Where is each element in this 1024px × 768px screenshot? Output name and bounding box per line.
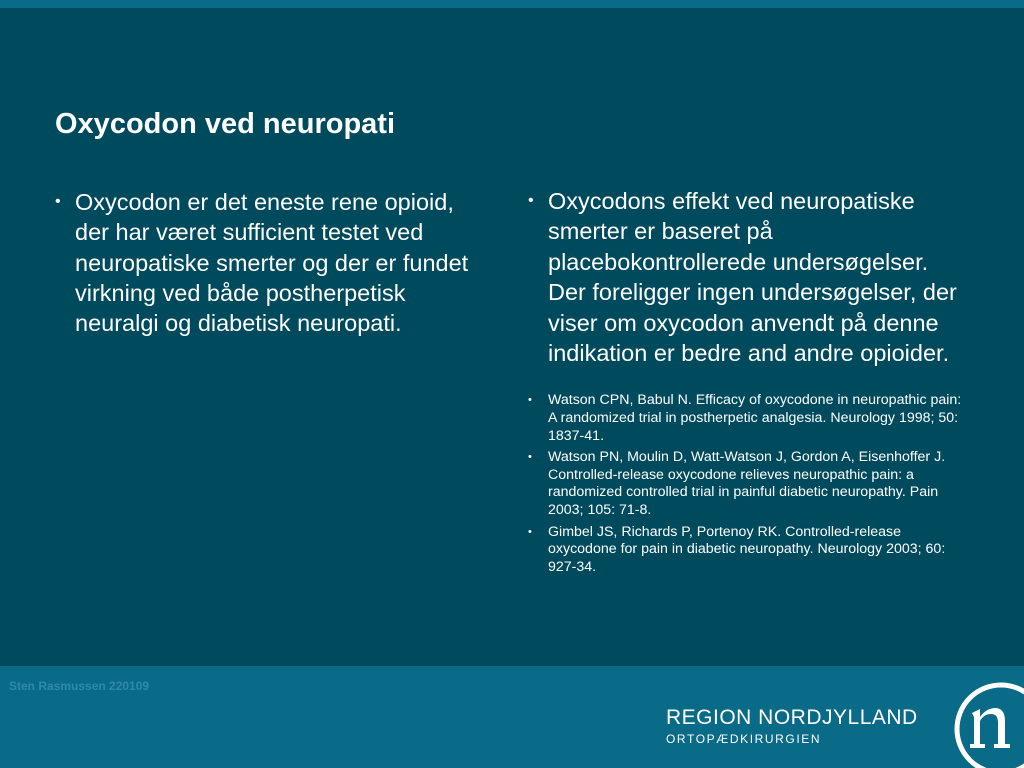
reference-text: Watson CPN, Babul N. Efficacy of oxycodone in neuropathic pain: A randomized trial in postherpetic analgesia. Neurology 1998; 50: 1837-41. [548,392,962,444]
right-column [528,186,968,580]
right-bullet-item [528,186,968,368]
left-column [55,187,485,338]
right-bullet-text: Oxycodons effekt ved neuropatiske smerter er baseret på placebokontrollerede undersøgelser. Der foreligger ingen undersøgelser, der viser om oxycodon anvendt på denne indikation er bedre and andre opioider. [548,188,957,367]
bullet-marker: • [55,193,61,210]
left-bullet-text: Oxycodon er det eneste rene opioid, der har været sufficient testet ved neuropatiske smerter og der er fundet virkning ved både postherpetisk neuralgi og diabetisk neuropati. [75,189,469,337]
reference-item [528,524,968,577]
bullet-marker: • [528,525,532,538]
organization-name: REGION NORDJYLLAND [666,706,918,729]
left-bullet-item [55,187,485,338]
reference-item [528,392,968,445]
author-label: Sten Rasmussen 220109 [9,679,150,693]
reference-item [528,449,968,519]
slide-title: Oxycodon ved neuropati [55,108,395,140]
reference-text: Gimbel JS, Richards P, Portenoy RK. Controlled-release oxycodone for pain in diabetic neuropathy. Neurology 2003; 60: 927-34. [548,523,946,575]
bullet-marker: • [528,394,532,407]
region-nordjylland-logo-icon [948,682,1024,768]
top-strip [0,0,1024,8]
bullet-marker: • [528,451,532,464]
reference-text: Watson PN, Moulin D, Watt-Watson J, Gordon A, Eisenhoffer J. Controlled-release oxycodone relieves neuropathic pain: a randomized controlled trial in painful diabetic neuropathy. Pain 2003; 105: 71-8. [548,449,946,518]
reference-list [528,392,968,576]
bullet-marker: • [528,192,534,209]
department-name: ORTOPÆDKIRURGIEN [666,732,822,746]
